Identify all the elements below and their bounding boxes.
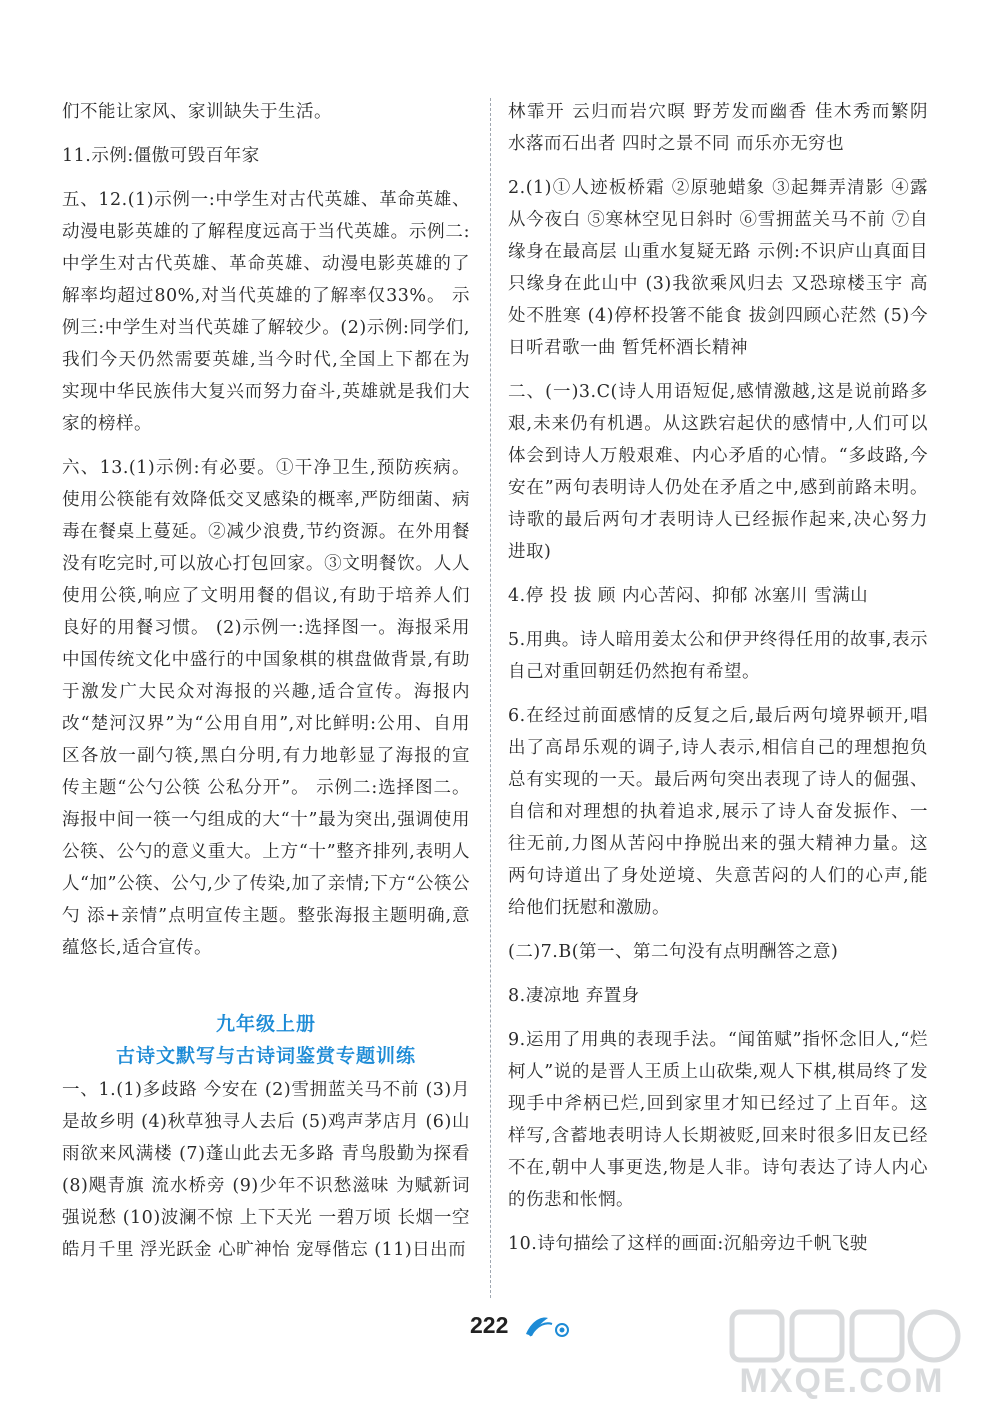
answer-paragraph: 一、1.(1)多歧路 今安在 (2)雪拥蓝关马不前 (3)月是故乡明 (4)秋草独寻人去后 (5)鸡声茅店月 (6)山雨欲来风满楼 (7)蓬山此去无多路 青鸟殷勤为探看 (8)飓青旗 流水桥旁 (9)少年不识愁滋味 为赋新词强说愁 (10)波澜不惊 上下天光 一碧万顷 长烟一空 皓月千里 浮光跃金 心旷神怡 宠辱偕忘 (11)日出而 <box>62 1080 470 1260</box>
answer-paragraph: 8.凄凉地 弃置身 <box>508 986 640 1006</box>
page-footer <box>0 1300 1000 1426</box>
grade-heading: 九年级上册 <box>215 1013 316 1035</box>
topic-heading: 古诗文默写与古诗词鉴赏专题训练 <box>115 1045 416 1067</box>
answer-paragraph: 二、(一)3.C(诗人用语短促,感情激越,这是说前路多艰,未来仍有机遇。从这跌宕起伏的感情中,人们可以体会到诗人万般艰难、内心矛盾的心情。“多歧路,今安在”两句表明诗人仍处在矛盾之中,感到前路未明。诗歌的最后两句才表明诗人已经振作起来,决心努力进取) <box>508 382 928 562</box>
answer-paragraph: (二)7.B(第一、第二句没有点明酬答之意) <box>508 942 839 962</box>
watermark-text: MXQE.COM <box>739 1362 945 1400</box>
answer-paragraph: 10.诗句描绘了这样的画面:沉船旁边千帆飞驶 <box>508 1234 868 1254</box>
left-column <box>62 96 470 1278</box>
answer-paragraph: 4.停 投 拔 顾 内心苦闷、抑郁 冰塞川 雪满山 <box>508 586 869 606</box>
answer-paragraph: 林霏开 云归而岩穴暝 野芳发而幽香 佳木秀而繁阴 水落而石出者 四时之景不同 而乐亦无穷也 <box>508 102 928 154</box>
answer-paragraph: 6.在经过前面感情的反复之后,最后两句境界顿开,唱出了高昂乐观的调子,诗人表示,相信自己的理想抱负总有实现的一天。最后两句突出表现了诗人的倔强、自信和对理想的执着追求,展示了诗人奋发振作、一往无前,力图从苦闷中挣脱出来的强大精神力量。这两句诗道出了身处逆境、失意苦闷的人们的心声,能给他们抚慰和激励。 <box>508 706 928 918</box>
answer-paragraph: 2.(1)①人迹板桥霜 ②原驰蜡象 ③起舞弄清影 ④露从今夜白 ⑤寒林空见日斜时 ⑥雪拥蓝关马不前 ⑦自缘身在最高层 山重水复疑无路 示例:不识庐山真面目 只缘身在此山中 (3)我欲乘风归去 又恐琼楼玉宇 高处不胜寒 (4)停杯投箸不能食 拔剑四顾心茫然 (5)今日听君歌一曲 暂凭杯酒长精神 <box>508 178 928 358</box>
answer-paragraph: 六、13.(1)示例:有必要。①干净卫生,预防疾病。使用公筷能有效降低交叉感染的概率,严防细菌、病毒在餐桌上蔓延。②减少浪费,节约资源。在外用餐没有吃完时,可以放心打包回家。③文明餐饮。人人使用公筷,响应了文明用餐的倡议,有助于培养人们良好的用餐习惯。 (2)示例一:选择图一。海报采用中国传统文化中盛行的中国象棋的棋盘做背景,有助于激发广大民众对海报的兴趣,适合宣传。海报内改“楚河汉界”为“公用自用”,对比鲜明:公用、自用区各放一副勺筷,黑白分明,有力地彰显了海报的宣传主题“公勺公筷 公私分开”。 示例二:选择图二。海报中间一筷一勺组成的大“十”最为突出,强调使用公筷、公勺的意义重大。上方“十”整齐排列,表明人人“加”公筷、公勺,少了传染,加了亲情;下方“公筷公勺 添+亲情”点明宣传主题。整张海报主题明确,意蕴悠长,适合宣传。 <box>62 458 470 958</box>
answer-paragraph: 们不能让家风、家训缺失于生活。 <box>62 102 332 122</box>
answer-paragraph: 11.示例:僵傲可毁百年家 <box>62 146 260 166</box>
answer-paragraph: 5.用典。诗人暗用姜太公和伊尹终得任用的故事,表示自己对重回朝廷仍然抱有希望。 <box>508 630 928 682</box>
column-divider <box>490 98 491 1298</box>
answer-paragraph: 五、12.(1)示例一:中学生对古代英雄、革命英雄、动漫电影英雄的了解程度远高于当代英雄。示例二:中学生对古代英雄、革命英雄、动漫电影英雄的了解率均超过80%,对当代英雄的了解率仅33%。 示例三:中学生对当代英雄了解较少。(2)示例:同学们,我们今天仍然需要英雄,当今时代,全国上下都在为实现中华民族伟大复兴而努力奋斗,英雄就是我们大家的榜样。 <box>62 190 470 434</box>
watermark <box>712 1302 972 1426</box>
leaf-swirl-icon <box>522 1310 574 1340</box>
page-number: 222 <box>470 1312 509 1338</box>
answer-paragraph: 9.运用了用典的表现手法。“闻笛赋”指怀念旧人,“烂柯人”说的是晋人王质上山砍柴,观人下棋,棋局终了发现手中斧柄已烂,回到家里才知已经过了上百年。这样写,含蓄地表明诗人长期被贬,回来时很多旧友已经不在,朝中人事更迭,物是人非。诗句表达了诗人内心的伤悲和怅惘。 <box>508 1030 928 1210</box>
right-column <box>508 96 928 1272</box>
